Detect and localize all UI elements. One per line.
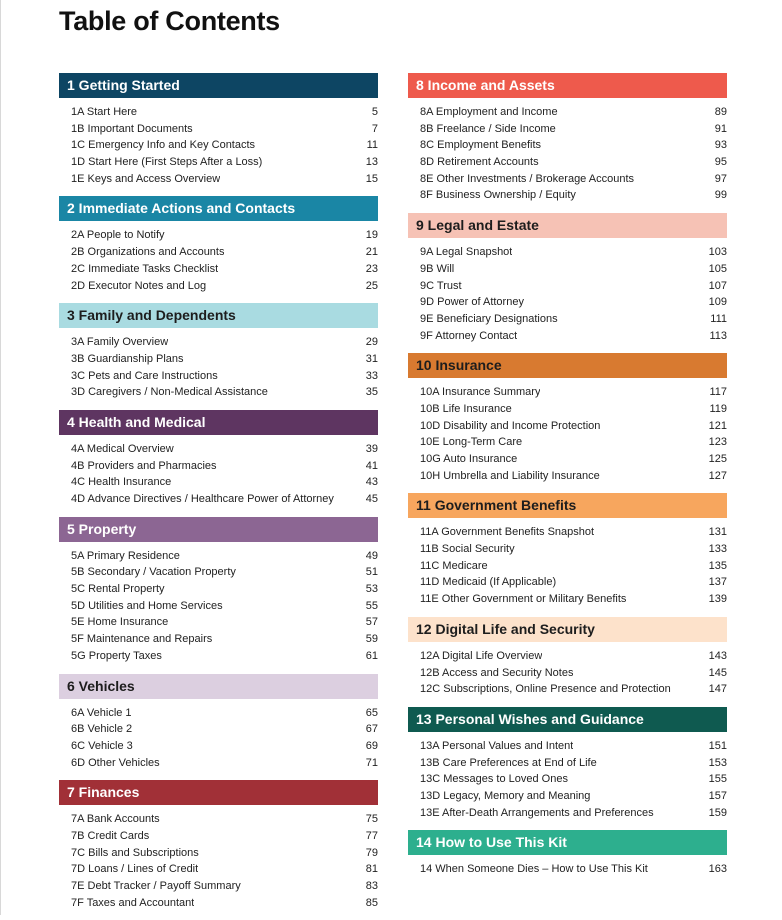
entry-page-number: 39 bbox=[365, 442, 378, 455]
entry-label: 8A Employment and Income bbox=[420, 106, 558, 118]
section-header[interactable]: 2 Immediate Actions and Contacts bbox=[59, 196, 378, 221]
entry-page-number: 69 bbox=[365, 739, 378, 752]
entry-page-number: 107 bbox=[708, 279, 727, 292]
left-column bbox=[59, 73, 378, 920]
entry-page-number: 59 bbox=[365, 633, 378, 646]
toc-entry[interactable] bbox=[59, 474, 378, 491]
entry-label: 3A Family Overview bbox=[71, 336, 169, 349]
entry-label: 10H Umbrella and Liability Insurance bbox=[420, 469, 600, 482]
entry-page-number: 23 bbox=[365, 262, 378, 275]
entry-page-number: 159 bbox=[708, 806, 727, 819]
toc-entry[interactable] bbox=[59, 261, 378, 278]
toc-entry[interactable] bbox=[59, 631, 378, 648]
toc-entry[interactable] bbox=[408, 418, 727, 435]
entry-label: 9A Legal Snapshot bbox=[420, 246, 513, 259]
section-entry-list bbox=[408, 855, 727, 878]
entry-page-number: 131 bbox=[708, 526, 727, 539]
toc-section bbox=[408, 830, 727, 878]
toc-section bbox=[408, 493, 727, 607]
toc-entry[interactable] bbox=[59, 351, 378, 368]
entry-page-number: 119 bbox=[709, 402, 727, 415]
entry-page-number: 51 bbox=[365, 566, 378, 579]
section-header[interactable]: 4 Health and Medical bbox=[59, 410, 378, 435]
entry-page-number: 55 bbox=[365, 599, 378, 612]
entry-page-number: 111 bbox=[710, 312, 727, 325]
toc-entry[interactable] bbox=[59, 614, 378, 631]
toc-entry[interactable] bbox=[408, 121, 727, 138]
entry-label: 6D Other Vehicles bbox=[71, 756, 160, 769]
toc-entry[interactable] bbox=[59, 227, 378, 244]
toc-entry[interactable] bbox=[408, 558, 727, 575]
entry-page-number: 61 bbox=[365, 649, 378, 662]
toc-entry[interactable] bbox=[59, 705, 378, 722]
toc-entry[interactable] bbox=[408, 648, 727, 665]
toc-entry[interactable] bbox=[59, 384, 378, 401]
entry-page-number: 75 bbox=[365, 813, 378, 826]
toc-entry[interactable] bbox=[408, 468, 727, 485]
toc-entry[interactable] bbox=[59, 548, 378, 565]
toc-entry[interactable] bbox=[59, 121, 378, 138]
entry-page-number: 25 bbox=[365, 279, 378, 292]
toc-entry[interactable] bbox=[59, 811, 378, 828]
toc-entry[interactable] bbox=[408, 154, 727, 171]
entry-label: 11B Social Security bbox=[420, 543, 515, 556]
entry-label: 8B Freelance / Side Income bbox=[420, 122, 556, 135]
entry-label: 5G Property Taxes bbox=[71, 649, 162, 662]
page-title: Table of Contents bbox=[59, 6, 280, 36]
toc-entry[interactable] bbox=[408, 187, 727, 204]
entry-page-number: 31 bbox=[365, 352, 378, 365]
toc-entry[interactable] bbox=[408, 434, 727, 451]
entry-label: 3B Guardianship Plans bbox=[71, 352, 184, 365]
entry-label: 4A Medical Overview bbox=[71, 442, 174, 455]
toc-entry[interactable] bbox=[59, 171, 378, 188]
entry-page-number: 65 bbox=[365, 706, 378, 719]
entry-page-number: 139 bbox=[708, 593, 727, 606]
entry-page-number: 121 bbox=[708, 419, 727, 432]
section-entry-list bbox=[408, 378, 727, 484]
toc-entry[interactable] bbox=[59, 137, 378, 154]
entry-label: 13E After-Death Arrangements and Preferences bbox=[420, 806, 654, 819]
entry-label: 1C Emergency Info and Key Contacts bbox=[71, 139, 256, 152]
toc-entry[interactable] bbox=[59, 721, 378, 738]
entry-page-number: 135 bbox=[708, 559, 727, 572]
entry-label: 7D Loans / Lines of Credit bbox=[71, 863, 199, 876]
section-header[interactable]: 7 Finances bbox=[59, 780, 378, 805]
section-entry-list bbox=[408, 238, 727, 344]
section-header[interactable]: 1 Getting Started bbox=[59, 73, 378, 98]
entry-page-number: 153 bbox=[708, 756, 727, 769]
toc-section bbox=[59, 73, 378, 187]
toc-entry[interactable] bbox=[59, 441, 378, 458]
toc-entry[interactable] bbox=[59, 334, 378, 351]
entry-page-number: 11 bbox=[366, 139, 378, 152]
toc-entry[interactable] bbox=[408, 311, 727, 328]
entry-label: 4C Health Insurance bbox=[71, 476, 172, 489]
entry-label: 1B Important Documents bbox=[71, 122, 193, 135]
entry-label: 8D Retirement Accounts bbox=[420, 156, 539, 169]
entry-page-number: 7 bbox=[371, 122, 378, 135]
toc-entry[interactable] bbox=[408, 665, 727, 682]
entry-page-number: 95 bbox=[714, 156, 727, 169]
entry-page-number: 147 bbox=[708, 683, 727, 696]
section-entry-list bbox=[59, 98, 378, 187]
entry-page-number: 155 bbox=[708, 773, 727, 786]
entry-page-number: 81 bbox=[365, 863, 378, 876]
section-entry-list bbox=[408, 732, 727, 821]
entry-label: 2D Executor Notes and Log bbox=[71, 279, 207, 292]
entry-page-number: 77 bbox=[365, 829, 378, 842]
toc-entry[interactable] bbox=[408, 137, 727, 154]
entry-page-number: 79 bbox=[365, 846, 378, 859]
toc-entry[interactable] bbox=[59, 738, 378, 755]
section-entry-list bbox=[408, 642, 727, 698]
entry-label: 14 When Someone Dies – How to Use This Kit bbox=[420, 863, 648, 876]
entry-label: 7F Taxes and Accountant bbox=[71, 896, 195, 909]
toc-section bbox=[59, 410, 378, 508]
toc-entry[interactable] bbox=[59, 828, 378, 845]
entry-page-number: 103 bbox=[708, 246, 727, 259]
entry-page-number: 19 bbox=[365, 229, 378, 242]
entry-page-number: 71 bbox=[365, 756, 378, 769]
entry-label: 2C Immediate Tasks Checklist bbox=[71, 262, 219, 275]
entry-label: 10E Long-Term Care bbox=[420, 436, 523, 449]
toc-entry[interactable] bbox=[59, 895, 378, 912]
entry-label: 3D Caregivers / Non-Medical Assistance bbox=[71, 386, 268, 399]
entry-label: 5D Utilities and Home Services bbox=[71, 599, 223, 612]
section-entry-list bbox=[408, 518, 727, 607]
right-column bbox=[408, 73, 727, 887]
entry-page-number: 53 bbox=[365, 583, 378, 596]
toc-entry[interactable] bbox=[408, 771, 727, 788]
toc-entry[interactable] bbox=[408, 574, 727, 591]
toc-entry[interactable] bbox=[408, 104, 727, 121]
entry-page-number: 43 bbox=[365, 476, 378, 489]
toc-entry[interactable] bbox=[408, 401, 727, 418]
toc-section bbox=[408, 213, 727, 344]
entry-page-number: 127 bbox=[708, 469, 727, 482]
entry-page-number: 163 bbox=[708, 863, 727, 876]
entry-page-number: 35 bbox=[365, 386, 378, 399]
toc-entry[interactable] bbox=[59, 861, 378, 878]
section-entry-list bbox=[59, 542, 378, 665]
entry-label: 8C Employment Benefits bbox=[420, 139, 542, 152]
toc-entry[interactable] bbox=[408, 261, 727, 278]
toc-entry[interactable] bbox=[59, 598, 378, 615]
entry-page-number: 89 bbox=[714, 106, 727, 118]
entry-label: 9F Attorney Contact bbox=[420, 329, 518, 342]
entry-label: 7E Debt Tracker / Payoff Summary bbox=[71, 880, 241, 892]
toc-section bbox=[408, 73, 727, 204]
section-header[interactable]: 6 Vehicles bbox=[59, 674, 378, 699]
section-entry-list bbox=[59, 221, 378, 294]
entry-page-number: 157 bbox=[708, 789, 727, 802]
toc-entry[interactable] bbox=[408, 244, 727, 261]
entry-page-number: 91 bbox=[714, 122, 727, 135]
entry-label: 1E Keys and Access Overview bbox=[71, 172, 221, 185]
entry-label: 7B Credit Cards bbox=[71, 829, 150, 842]
entry-page-number: 41 bbox=[365, 459, 378, 472]
entry-page-number: 93 bbox=[714, 139, 727, 152]
entry-label: 5B Secondary / Vacation Property bbox=[71, 566, 236, 579]
section-entry-list bbox=[59, 328, 378, 401]
entry-label: 6B Vehicle 2 bbox=[71, 723, 133, 736]
entry-label: 4D Advance Directives / Healthcare Power of Attorney bbox=[71, 493, 334, 505]
toc-entry[interactable] bbox=[408, 328, 727, 345]
entry-page-number: 5 bbox=[371, 106, 378, 118]
toc-entry[interactable] bbox=[408, 171, 727, 188]
section-header[interactable]: 11 Government Benefits bbox=[408, 493, 727, 518]
section-header[interactable]: 12 Digital Life and Security bbox=[408, 617, 727, 642]
entry-label: 1D Start Here (First Steps After a Loss) bbox=[71, 156, 263, 169]
entry-page-number: 105 bbox=[708, 262, 727, 275]
toc-entry[interactable] bbox=[408, 278, 727, 295]
entry-label: 7C Bills and Subscriptions bbox=[71, 846, 199, 859]
entry-label: 13C Messages to Loved Ones bbox=[420, 773, 568, 786]
section-header[interactable]: 5 Property bbox=[59, 517, 378, 542]
entry-label: 13D Legacy, Memory and Meaning bbox=[420, 789, 591, 802]
toc-entry[interactable] bbox=[59, 244, 378, 261]
entry-page-number: 45 bbox=[365, 493, 378, 505]
toc-entry[interactable] bbox=[59, 564, 378, 581]
toc-entry[interactable] bbox=[408, 861, 727, 878]
toc-entry[interactable] bbox=[59, 104, 378, 121]
entry-label: 5F Maintenance and Repairs bbox=[71, 633, 213, 646]
toc-entry[interactable] bbox=[59, 755, 378, 772]
entry-label: 2A People to Notify bbox=[71, 229, 165, 242]
entry-label: 7A Bank Accounts bbox=[71, 813, 160, 826]
section-entry-list bbox=[59, 699, 378, 772]
entry-page-number: 29 bbox=[365, 336, 378, 349]
toc-section bbox=[59, 517, 378, 665]
toc-section bbox=[408, 617, 727, 698]
section-entry-list bbox=[59, 805, 378, 911]
entry-label: 5A Primary Residence bbox=[71, 549, 180, 562]
toc-section bbox=[59, 196, 378, 294]
entry-page-number: 143 bbox=[708, 649, 727, 662]
entry-page-number: 145 bbox=[708, 666, 727, 679]
toc-entry[interactable] bbox=[59, 648, 378, 665]
entry-page-number: 15 bbox=[365, 172, 378, 185]
entry-page-number: 99 bbox=[714, 189, 727, 202]
entry-label: 9D Power of Attorney bbox=[420, 296, 524, 309]
entry-label: 12A Digital Life Overview bbox=[420, 649, 543, 662]
toc-entry[interactable] bbox=[59, 845, 378, 862]
toc-section bbox=[59, 780, 378, 911]
entry-label: 12C Subscriptions, Online Presence and Protection bbox=[420, 683, 671, 696]
toc-entry[interactable] bbox=[408, 384, 727, 401]
entry-label: 9B Will bbox=[420, 262, 455, 275]
entry-page-number: 13 bbox=[365, 156, 378, 169]
entry-label: 10A Insurance Summary bbox=[420, 386, 541, 399]
toc-entry[interactable] bbox=[408, 805, 727, 822]
toc-entry[interactable] bbox=[408, 591, 727, 608]
toc-entry[interactable] bbox=[59, 878, 378, 895]
entry-page-number: 57 bbox=[365, 616, 378, 629]
toc-section bbox=[408, 353, 727, 484]
entry-page-number: 67 bbox=[365, 723, 378, 736]
toc-entry[interactable] bbox=[59, 581, 378, 598]
toc-entry[interactable] bbox=[408, 451, 727, 468]
section-header[interactable]: 3 Family and Dependents bbox=[59, 303, 378, 328]
section-entry-list bbox=[408, 98, 727, 204]
entry-label: 13A Personal Values and Intent bbox=[420, 739, 574, 752]
section-header[interactable]: 13 Personal Wishes and Guidance bbox=[408, 707, 727, 732]
toc-entry[interactable] bbox=[408, 294, 727, 311]
section-header[interactable]: 8 Income and Assets bbox=[408, 73, 727, 98]
toc-entry[interactable] bbox=[59, 491, 378, 508]
section-header[interactable]: 10 Insurance bbox=[408, 353, 727, 378]
entry-label: 9E Beneficiary Designations bbox=[420, 312, 558, 325]
entry-page-number: 125 bbox=[708, 453, 727, 465]
entry-label: 2B Organizations and Accounts bbox=[71, 246, 225, 259]
entry-label: 11A Government Benefits Snapshot bbox=[420, 526, 595, 539]
entry-page-number: 109 bbox=[708, 296, 727, 309]
entry-label: 5C Rental Property bbox=[71, 583, 165, 596]
entry-page-number: 151 bbox=[708, 739, 727, 752]
entry-label: 8E Other Investments / Brokerage Accounts bbox=[420, 172, 634, 185]
entry-page-number: 133 bbox=[708, 543, 727, 556]
entry-page-number: 33 bbox=[365, 369, 378, 382]
toc-entry[interactable] bbox=[408, 755, 727, 772]
section-entry-list bbox=[59, 435, 378, 508]
toc-entry[interactable] bbox=[408, 524, 727, 541]
entry-label: 6C Vehicle 3 bbox=[71, 739, 133, 752]
entry-label: 6A Vehicle 1 bbox=[71, 706, 132, 719]
toc-entry[interactable] bbox=[408, 541, 727, 558]
entry-page-number: 123 bbox=[708, 436, 727, 449]
toc-entry[interactable] bbox=[59, 368, 378, 385]
entry-page-number: 21 bbox=[365, 246, 378, 259]
entry-page-number: 85 bbox=[365, 896, 378, 909]
entry-page-number: 49 bbox=[365, 549, 378, 562]
toc-entry[interactable] bbox=[408, 788, 727, 805]
entry-label: 12B Access and Security Notes bbox=[420, 666, 574, 679]
toc-entry[interactable] bbox=[408, 738, 727, 755]
entry-label: 1A Start Here bbox=[71, 106, 138, 118]
entry-page-number: 83 bbox=[365, 880, 378, 892]
toc-section bbox=[59, 303, 378, 401]
entry-page-number: 137 bbox=[708, 576, 727, 589]
entry-label: 3C Pets and Care Instructions bbox=[71, 369, 218, 382]
entry-page-number: 113 bbox=[709, 329, 727, 342]
entry-label: 11E Other Government or Military Benefits bbox=[420, 593, 627, 606]
entry-label: 9C Trust bbox=[420, 279, 462, 292]
entry-label: 8F Business Ownership / Equity bbox=[420, 189, 576, 202]
entry-page-number: 117 bbox=[709, 386, 727, 399]
toc-entry[interactable] bbox=[59, 154, 378, 171]
section-header[interactable]: 14 How to Use This Kit bbox=[408, 830, 727, 855]
entry-label: 11D Medicaid (If Applicable) bbox=[420, 576, 557, 589]
toc-section bbox=[408, 707, 727, 821]
entry-label: 5E Home Insurance bbox=[71, 616, 169, 629]
entry-label: 11C Medicare bbox=[420, 559, 488, 572]
entry-label: 4B Providers and Pharmacies bbox=[71, 459, 217, 472]
toc-entry[interactable] bbox=[59, 458, 378, 475]
entry-label: 13B Care Preferences at End of Life bbox=[420, 756, 597, 769]
section-header[interactable]: 9 Legal and Estate bbox=[408, 213, 727, 238]
entry-label: 10D Disability and Income Protection bbox=[420, 419, 601, 432]
toc-section bbox=[59, 674, 378, 772]
entry-page-number: 97 bbox=[714, 172, 727, 185]
entry-label: 10B Life Insurance bbox=[420, 402, 512, 415]
toc-entry[interactable] bbox=[408, 681, 727, 698]
entry-label: 10G Auto Insurance bbox=[420, 453, 518, 465]
toc-entry[interactable] bbox=[59, 278, 378, 295]
